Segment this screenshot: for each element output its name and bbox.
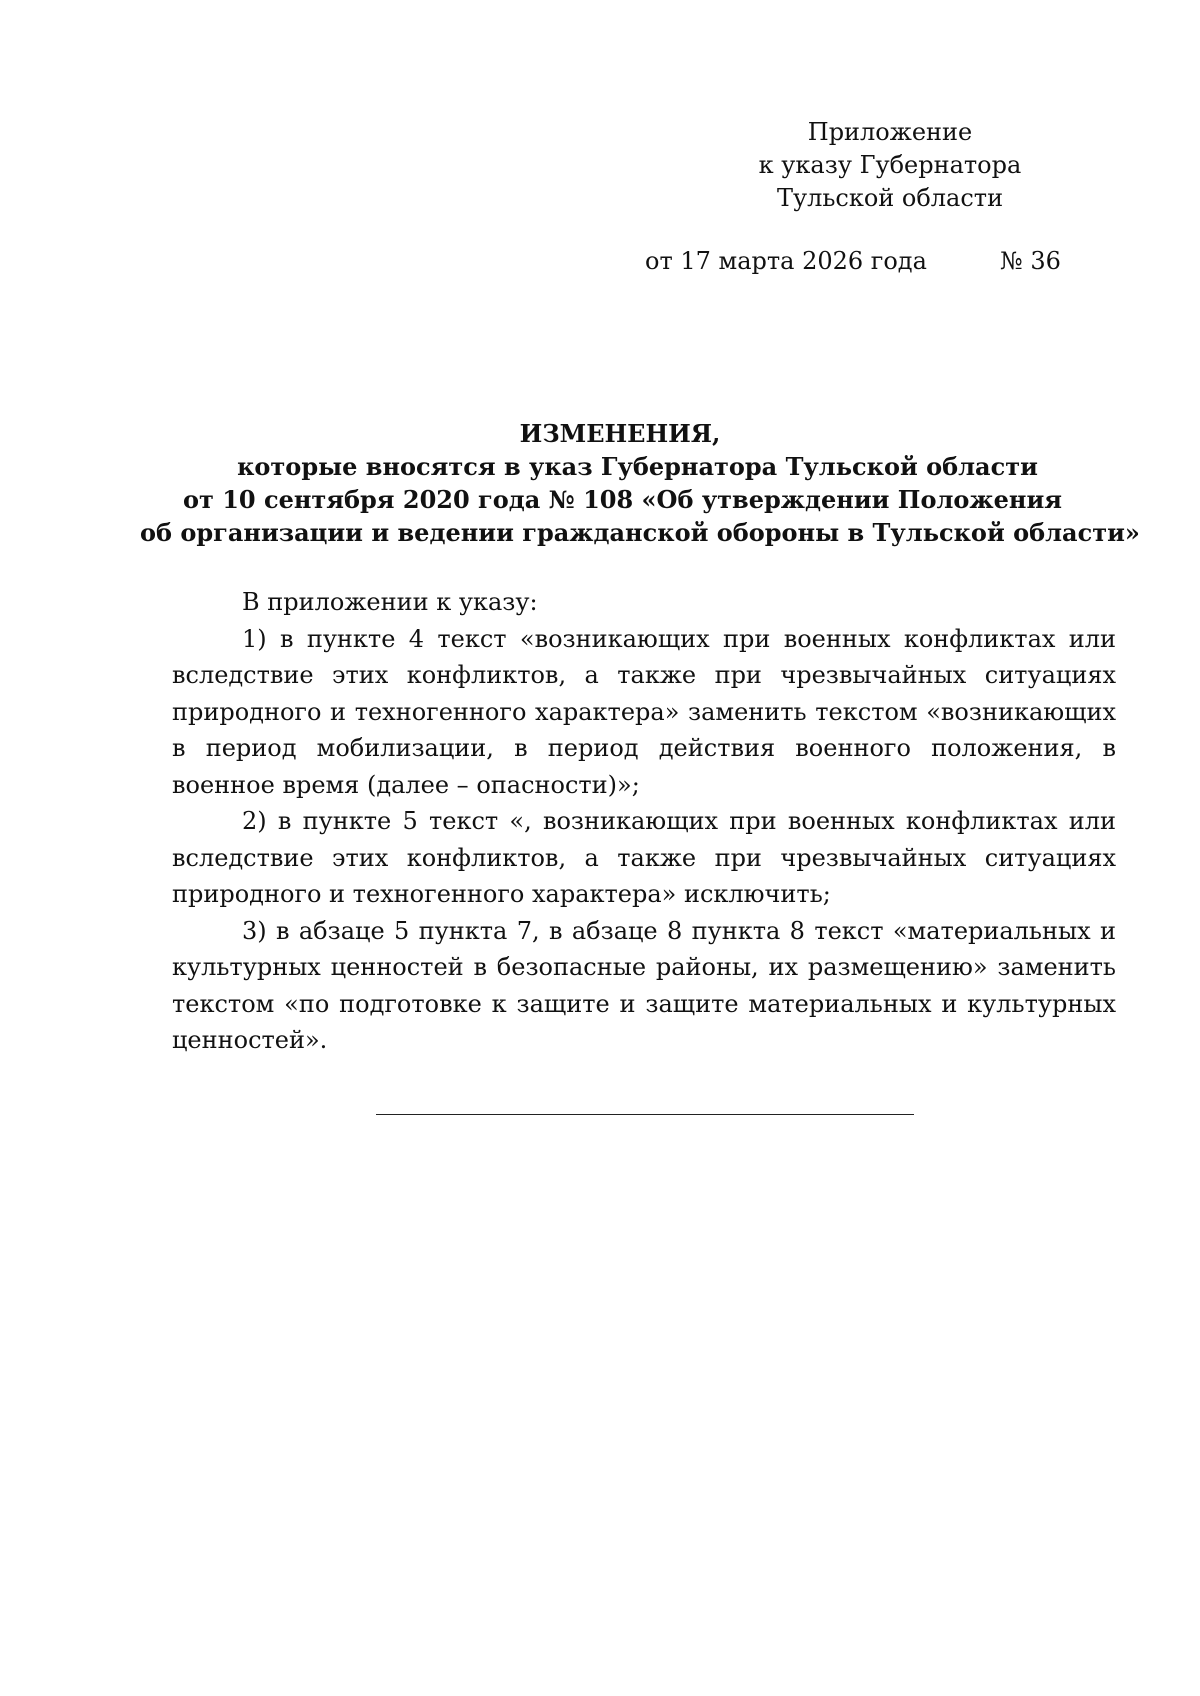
body-item: 1) в пункте 4 текст «возникающих при военных конфликтах или вследствие этих конфликтов, а также при чрезвычайных ситуациях природного и техногенного характера» заменить текстом «возникающих в период мобилизации, в период действия военного положения, в военное время (далее – опасности)»; [172,624,1116,799]
appendix-line: Тульской области [776,184,1004,212]
appendix-line: к указу Губернатора [758,151,1022,179]
appendix-line: Приложение [807,118,973,146]
title-line: которые вносятся в указ Губернатора Тульской области [237,452,1038,481]
document-title [140,417,1140,549]
end-separator-line [376,1114,914,1115]
body-item: 2) в пункте 5 текст «, возникающих при военных конфликтах или вследствие этих конфликтов, а также при чрезвычайных ситуациях природного и техногенного характера» исключить; [172,807,1116,908]
title-line: от 10 сентября 2020 года № 108 «Об утверждении Положения [182,485,1063,514]
body-intro: В приложении к указу: [242,588,538,616]
title-line: ИЗМЕНЕНИЯ, [519,419,721,448]
body-item: 3) в абзаце 5 пункта 7, в абзаце 8 пункта 8 текст «материальных и культурных ценностей в безопасные районы, их размещению» заменить текстом «по подготовке к защите и защите материальных и культурных ценностей». [172,916,1116,1054]
title-line: об организации и ведении гражданской обороны в Тульской области» [140,518,1140,547]
appendix-header [740,116,1040,215]
document-body [172,584,1116,1059]
decree-number: № 36 [1000,247,1061,275]
decree-date: от 17 марта 2026 года [645,247,927,275]
